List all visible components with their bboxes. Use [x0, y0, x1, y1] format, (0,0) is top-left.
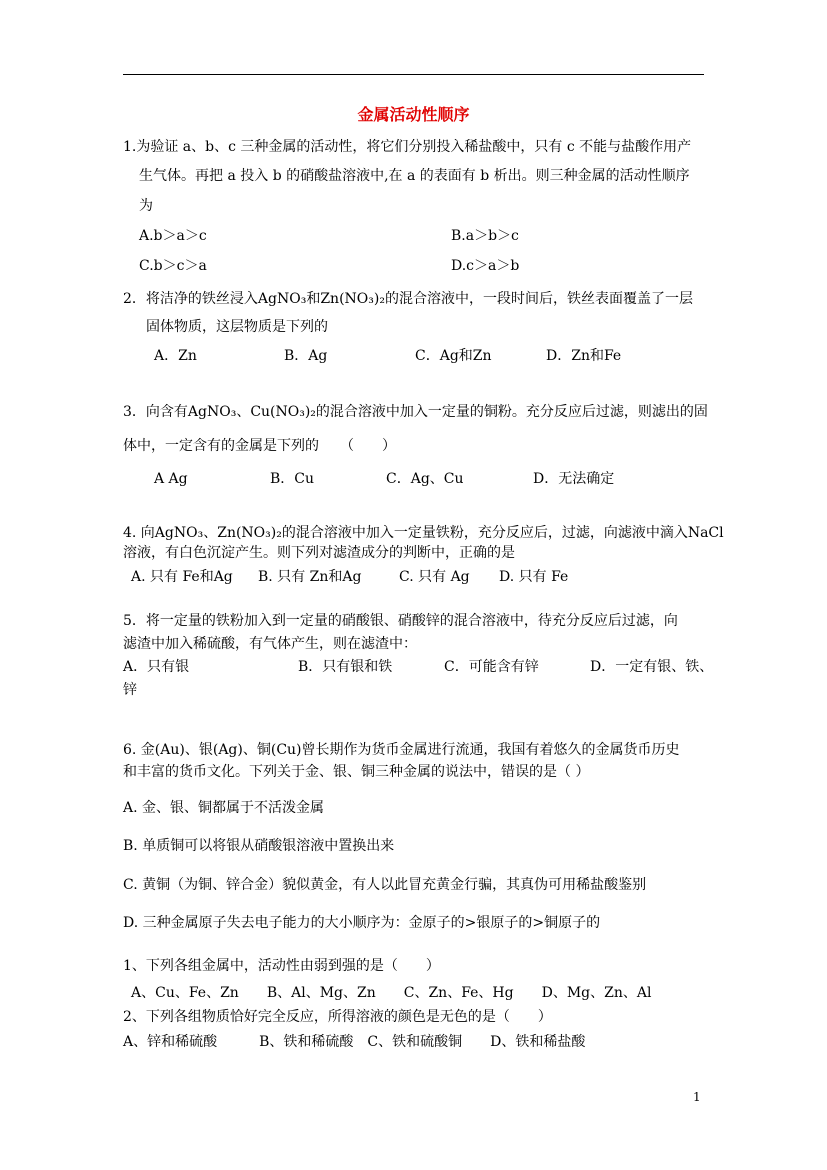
q3-line2: 体中，一定含有的金属是下列的 （ ）: [123, 438, 396, 454]
q3-option-a: A Ag: [154, 471, 188, 487]
q8-options: A、锌和稀硫酸 B、铁和稀硫酸 C、铁和硫酸铜 D、铁和稀盐酸: [123, 1034, 586, 1050]
q3-option-d: D．无法确定: [533, 471, 615, 487]
q4-option-d: D. 只有 Fe: [499, 569, 569, 585]
q5-option-b: B．只有银和铁: [298, 659, 393, 675]
q1-line3: 为: [139, 198, 153, 214]
q1-option-a: A.b＞a＞c: [139, 228, 207, 244]
q7-options: A、Cu、Fe、Zn B、Al、Mg、Zn C、Zn、Fe、Hg D、Mg、Zn、Al: [131, 985, 652, 1001]
q4-option-a: A. 只有 Fe和Ag: [131, 569, 233, 585]
q4-option-b: B. 只有 Zn和Ag: [258, 569, 362, 585]
q3-option-c: C．Ag、Cu: [386, 471, 464, 487]
q5-option-c: C．可能含有锌: [444, 659, 539, 675]
q5-line2: 滤渣中加入稀硫酸，有气体产生，则在滤渣中：: [123, 636, 417, 652]
q4-line2: 溶液，有白色沉淀产生。则下列对滤渣成分的判断中，正确的是: [123, 545, 515, 561]
q2-line2: 固体物质，这层物质是下列的: [146, 319, 328, 335]
q1-option-b: B.a＞b＞c: [451, 228, 519, 244]
q2-line1: 2．将洁净的铁丝浸入AgNO₃和Zn(NO₃)₂的混合溶液中，一段时间后，铁丝表面覆盖了一层: [123, 291, 693, 307]
q4-option-c: C. 只有 Ag: [399, 569, 470, 585]
q5-line1: 5．将一定量的铁粉加入到一定量的硝酸银、硝酸锌的混合溶液中，待充分反应后过滤，向: [123, 613, 678, 629]
header-rule: [123, 74, 704, 75]
q5-option-a: A．只有银: [123, 659, 190, 675]
q2-option-b: B．Ag: [284, 348, 328, 364]
q8-line1: 2、下列各组物质恰好完全反应，所得溶液的颜色是无色的是（ ）: [123, 1009, 552, 1025]
q1-option-d: D.c＞a＞b: [451, 258, 520, 274]
q6-option-a: A. 金、银、铜都属于不活泼金属: [123, 800, 325, 816]
q6-option-b: B. 单质铜可以将银从硝酸银溶液中置换出来: [123, 838, 395, 854]
page-number: 1: [693, 1090, 701, 1104]
q4-line1: 4. 向AgNO₃、Zn(NO₃)₂的混合溶液中加入一定量铁粉，充分反应后，过滤，向滤液中滴入NaCl: [123, 525, 724, 541]
q7-line1: 1、下列各组金属中，活动性由弱到强的是（ ）: [123, 958, 440, 974]
q6-line1: 6. 金(Au)、银(Ag)、铜(Cu)曾长期作为货币金属进行流通，我国有着悠久的金属货币历史: [123, 742, 680, 758]
q1-line1: 1.为验证 a、b、c 三种金属的活动性，将它们分别投入稀盐酸中，只有 c 不能与盐酸作用产: [123, 139, 692, 155]
q3-line1: 3．向含有AgNO₃、Cu(NO₃)₂的混合溶液中加入一定量的铜粉。充分反应后过滤，则滤出的固: [123, 404, 708, 420]
q2-option-d: D．Zn和Fe: [546, 348, 622, 364]
q1-option-c: C.b＞c＞a: [139, 258, 207, 274]
q2-option-a: A．Zn: [154, 348, 197, 364]
q6-line2: 和丰富的货币文化。下列关于金、银、铜三种金属的说法中，错误的是（ ）: [123, 764, 590, 780]
q6-option-c: C. 黄铜（为铜、锌合金）貌似黄金，有人以此冒充黄金行骗，其真伪可用稀盐酸鉴别: [123, 877, 647, 893]
q5-option-d-continued: 锌: [123, 682, 137, 698]
q1-line2: 生气体。再把 a 投入 b 的硝酸盐溶液中,在 a 的表面有 b 析出。则三种金属的活动性顺序: [139, 168, 690, 184]
q3-option-b: B．Cu: [270, 471, 315, 487]
q2-option-c: C．Ag和Zn: [415, 348, 492, 364]
q6-option-d: D. 三种金属原子失去电子能力的大小顺序为：金原子的>银原子的>铜原子的: [123, 915, 601, 931]
page-title: 金属活动性顺序: [357, 105, 470, 124]
q5-option-d: D．一定有银、铁、: [590, 659, 714, 675]
